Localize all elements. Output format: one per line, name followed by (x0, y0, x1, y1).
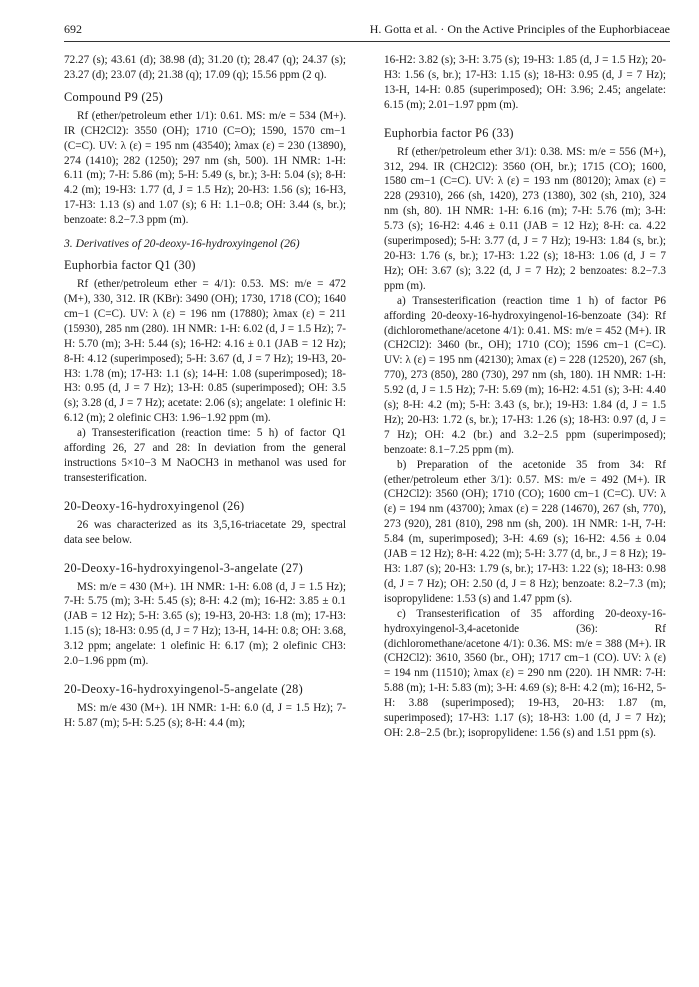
heading-compound-p9: Compound P9 (25) (64, 89, 164, 104)
paragraph-acetonide-36: c) Transesterification of 35 affording 20-deoxy-16-hydroxyingenol-3,4-acetonide (36): Rf (dichloromethane/acetone 4/1): 0.36. MS: m/e = 388 (M+). IR (CH2Cl2): 3610, 3560 (br., OH); 1717 cm−1 (CO). UV: λ (ε) = 194 nm (11510); λmax (ε) = 290 nm (220). 1H NMR: 7-H: 5.88 (m); 1-H: 5.83 (m); 3-H: 4.69 (s); 8-H: 4.2 (m); 16-H2, 5-H: 3.88 (superimposed); 19-H3, 20-H3: 1.87 (m, superimposed); 17-H3: 1.17 (s); 18-H3: 1.00 (d, J = 7 Hz); OH: 2.8−2.5 (br.); isopropylidene: 1.56 (s) and 1.51 ppm (s). (384, 607, 666, 739)
heading-compound-28: 20-Deoxy-16-hydroxyingenol-5-angelate (28) (64, 682, 303, 696)
paragraph-compound-27: MS: m/e = 430 (M+). 1H NMR: 1-H: 6.08 (d, J = 1.5 Hz); 7-H: 5.75 (m); 3-H: 5.45 (s); 8-H: 4.2 (m); 16-H2: 3.85 ± 0.1 (JAB = 12 Hz); 5-H: 3.65 (s); 19-H3, 20-H3: 1.8 (m); 17-H3: 1.15 (s); 18-H3: 0.95 (d, J = 7 Hz); 13-H, 14-H: 0.8; OH: 3.68, 3.12 ppm; angelate: 1 olefinic H: 6.17 (m); 2 olefinic CH3: 2.0−1.96 ppm (m). (64, 580, 346, 668)
heading-compound-26: 20-Deoxy-16-hydroxyingenol (26) (64, 498, 245, 513)
heading-factor-p6: Euphorbia factor P6 (33) (384, 125, 514, 140)
paragraph-compound-28: MS: m/e 430 (M+). 1H NMR: 1-H: 6.0 (d, J = 1.5 Hz); 7-H: 5.87 (m); 5-H: 5.25 (s); 8-H: 4.4 (m); (64, 702, 346, 729)
running-head: H. Gotta et al. · On the Active Principles of the Euphorbiaceae (369, 22, 670, 36)
paragraph-compound-p9: Rf (ether/petroleum ether 1/1): 0.61. MS: m/e = 534 (M+). IR (CH2Cl2): 3550 (OH); 1710 (C=O); 1590, 1570 cm−1 (C=C). UV: λ (ε) = 195 nm (43540); λmax (ε) = 230 (13890), 274 (1410); 282 (1250); 297 nm (sh, 500). 1H NMR: 1-H: 6.11 (m); 7-H: 5.86 (m); 5-H: 5.49 (s, br.); 3-H: 5.04 (s); 8-H: 4.2 (m); 19-H3: 1.77 (d, J = 1.5 Hz); 20-H3: 1.56 (s); 16-H3, 17-H3: 1.13 (s) and 1.07 (s); 6 H: 1.1−0.8; OH: 3.44 (s, br.); benzoate: 8.2−7.3 ppm (m). (64, 109, 346, 227)
heading-compound-27: 20-Deoxy-16-hydroxyingenol-3-angelate (27) (64, 560, 303, 575)
paragraph-acetonide-35: b) Preparation of the acetonide 35 from 34: Rf (ether/petroleum ether 3/1): 0.57. MS: m/e = 492 (M+). IR (CH2Cl2): 3560 (OH); 1710 (CO); 1600 cm−1 (C=C). UV: λ (ε) = 194 nm (43700); λmax (ε) = 228 (14670), 267 (sh, 770), 273 (920), 281 (810), 298 nm (sh, 200). 1H NMR: 1-H, 7-H: 5.84 (m, superimposed); 3-H: 4.69 (s); 16-H2: 4.56 ± 0.04 (JAB = 12 Hz); 8-H: 4.22 (m); 5-H: 3.77 (d, br., J = 8 Hz); 19-H3: 1.87 (s); 20-H3: 1.79 (s, br.); 17-H3: 1.22 (s); 18-H3: 0.98 (d, J = 7 Hz); OH: 2.50 (d, J = 8 Hz); benzoate: 8.2−7.3 (m); isopropylidene: 1.53 (s) and 1.47 ppm (s). (384, 458, 666, 605)
page-header (64, 19, 670, 42)
right-column (384, 53, 666, 741)
paragraph-compound-28-continued: 16-H2: 3.82 (s); 3-H: 3.75 (s); 19-H3: 1.85 (d, J = 1.5 Hz); 20-H3: 1.56 (s, br.); 17-H3: 1.15 (s); 18-H3: 0.95 (d, J = 7 Hz); 13-H, 14-H: 0.85 (superimposed); OH: 3.96; 2.45; angelate: 6.15 (m); 2.01−1.97 ppm (m). (384, 54, 666, 111)
paragraph-factor-p6: Rf (ether/petroleum ether 3/1): 0.38. MS: m/e = 556 (M+), 312, 294. IR (CH2Cl2): 3560 (OH, br.); 1715 (CO); 1600, 1580 cm−1 (C=C). UV: λ (ε) = 193 nm (80120); λmax (ε) = 228 (29310), 266 (sh, 1420), 273 (1380), 302 (sh, 210), 324 nm (sh, 80). 1H NMR: 1-H: 6.16 (m); 7-H: 5.76 (m); 3-H: 5.73 (s); 16-H2: 4.46 ± 0.11 (JAB = 12 Hz); 8-H: ca. 4.22 (superimposed); 5-H: 3.77 (d, J = 7 Hz); 19-H3: 1.84 (s, br.); 20-H3: 1.76 (s, br.); 17-H3: 1.22 (s); 18-H3: 1.06 (d, J = 7 Hz); OH: 3.67 (s); 3.22 (d, J = 7 Hz); 2 benzoates: 8.2−7.3 ppm (m). (384, 145, 666, 292)
page-number: 692 (64, 22, 82, 36)
paragraph-c13-continued: 72.27 (s); 43.61 (d); 38.98 (d); 31.20 (t); 28.47 (q); 24.37 (s); 23.27 (d); 23.07 (d); 21.38 (q); 17.09 (q); 15.56 ppm (2 q). (64, 54, 346, 81)
paragraph-compound-26: 26 was characterized as its 3,5,16-triacetate 29, spectral data see below. (64, 518, 346, 546)
paragraph-factor-q1: Rf (ether/petroleum ether = 4/1): 0.53. MS: m/e = 472 (M+), 330, 312. IR (KBr): 3490 (OH); 1730, 1718 (CO); 1640 cm−1 (C=C). UV: λ (ε) = 196 nm (17880); λmax (ε) = 211 (15930), 285 nm (280). 1H NMR: 1-H: 6.02 (d, J = 1.5 Hz); 7-H: 5.70 (m); 3-H: 5.44 (s); 16-H2: 4.16 ± 0.1 (JAB = 12 Hz); 8-H: 4.12 (superimposed); 5-H: 3.67 (d, J = 7 Hz); 19-H3, 20-H3: 1.78 (m); 17-H3: 1.1 (s); 14-H: 1.08 (superimposed); 18-H3: 0.95 (d, J = 7 Hz); 13-H: 0.85 (superimposed); OH: 3.5 (s); 3.28 (d, J = 7 Hz); acetate: 2.06 (s); angelate: 1 olefinic H: 6.12 (m); 2 olefinic CH3: 1.96−1.92 ppm (m). (64, 278, 346, 425)
heading-factor-q1: Euphorbia factor Q1 (30) (64, 258, 196, 273)
paragraph-transesterification-q1: a) Transesterification (reaction time: 5 h) of factor Q1 affording 26, 27 and 28: In deviation from the general instructions 5×10−3 M NaOCH3 in methanol was used for transesterification. (64, 427, 346, 484)
paragraph-transesterification-p6: a) Transesterification (reaction time 1 h) of factor P6 affording 20-deoxy-16-hydroxyingenol-16-benzoate (34): Rf (dichloromethane/acetone 4/1): 0.41. MS: m/e = 452 (M+). IR (CH2Cl2): 3460 (br., OH); 1710 (CO); 1596 cm−1 (C=C). UV: λ (ε) = 195 nm (42130); λmax (ε) = 228 (12520), 267 (sh, 770), 273 (850), 280 (730), 297 nm (sh, 180). 1H NMR: 1-H: 5.92 (d, J = 1.5 Hz); 7-H: 5.69 (m); 16-H2: 4.51 (s); 3-H: 4.40 (s); 8-H: 4.2 (m); 5-H: 3.43 (s, br.); 19-H3: 1.84 (d, J = 1.5 Hz); 20-H3: 1.72 (s, br.); 17-H3: 1.26 (s); 18-H3: 0.97 (d, J = 7 Hz); OH: 4.2 (br.) and 3.2−2.5 ppm (superimposed); benzoate: 8.1−7.25 ppm (m). (384, 294, 666, 456)
section-heading-3: 3. Derivatives of 20-deoxy-16-hydroxyingenol (26) (64, 237, 300, 251)
left-column (64, 53, 346, 731)
